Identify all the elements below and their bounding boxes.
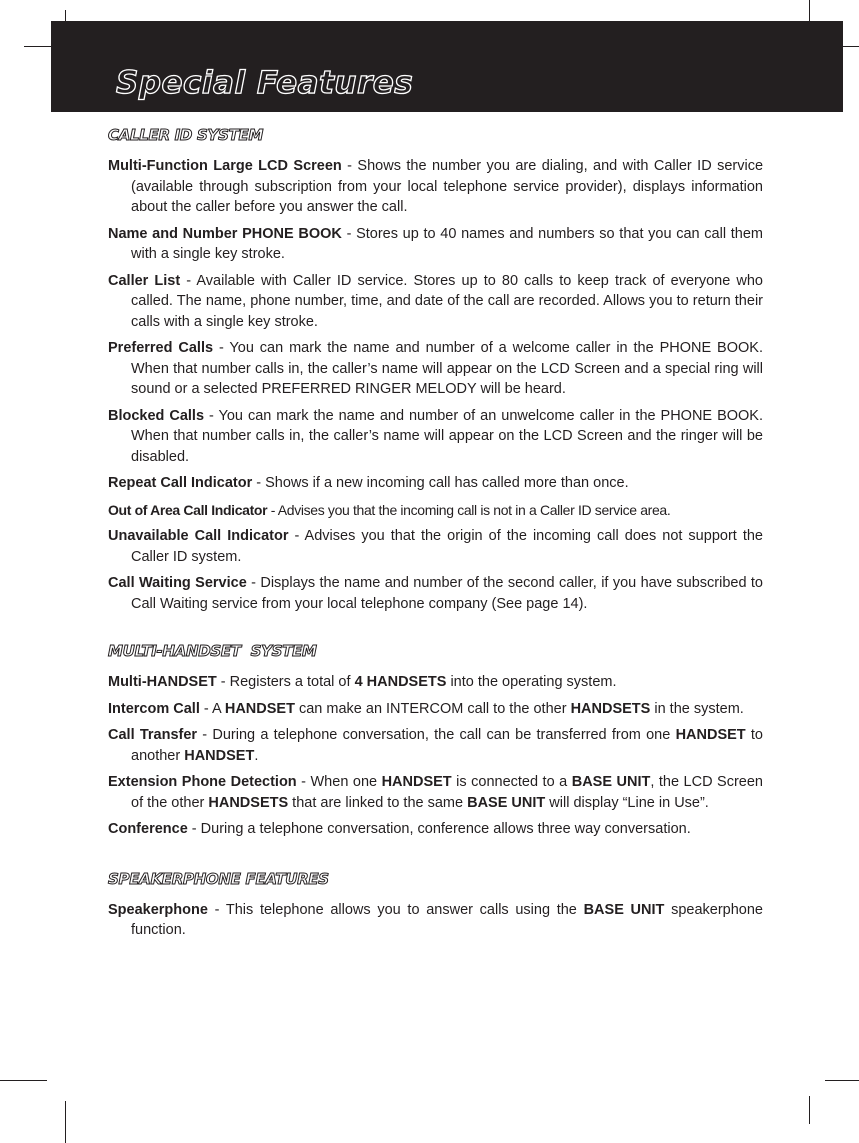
feature-term: Extension Phone Detection — [108, 774, 297, 790]
feature-desc: - When one — [296, 774, 382, 790]
feature-emphasis: BASE UNIT — [583, 901, 665, 918]
feature-item — [108, 526, 763, 567]
feature-desc: , the LCD Screen of the other — [131, 774, 763, 811]
feature-desc: will display “Line in Use”. — [545, 794, 709, 811]
page-content — [108, 124, 763, 947]
feature-term: Multi-Function Large LCD Screen — [108, 158, 342, 174]
crop-mark — [809, 0, 810, 21]
feature-term: Name and Number PHONE BOOK — [108, 225, 342, 242]
feature-term: Speakerphone — [108, 901, 208, 918]
feature-emphasis: 4 HANDSETS — [354, 674, 447, 690]
feature-desc: - Registers a total of — [216, 674, 355, 690]
feature-desc: - Shows the number you are dialing, and with Caller ID service (available through subscription from your local telephone service provider), displays information about the caller before you answer the call. — [131, 158, 764, 215]
feature-desc: - Stores up to 40 names and numbers so that you can call them with a single key stroke. — [131, 225, 763, 262]
crop-mark — [843, 46, 859, 47]
feature-term: Blocked Calls — [108, 407, 205, 424]
feature-item — [108, 473, 763, 494]
feature-item — [108, 500, 763, 521]
feature-term: Preferred Calls — [108, 340, 214, 356]
feature-item — [108, 699, 763, 720]
feature-desc: - Displays the name and number of the second caller, if you have subscribed to Call Waiting service from your local telephone company (See page 14). — [131, 575, 763, 612]
feature-desc: - Shows if a new incoming call has called more than once. — [252, 475, 629, 491]
feature-term: Repeat Call Indicator — [108, 475, 253, 491]
feature-desc: to another — [131, 727, 763, 764]
feature-desc: . — [254, 747, 259, 764]
feature-term: Out of Area Call Indicator — [108, 501, 268, 518]
feature-item — [108, 819, 763, 840]
feature-item — [108, 900, 763, 941]
feature-desc: in the system. — [650, 700, 744, 717]
feature-desc: - You can mark the name and number of a welcome caller in the PHONE BOOK. When that number calls in, the caller’s name will appear on the LCD Screen and a special ring will sound or a selected PREFERRED RINGER MELODY will be heard. — [131, 340, 763, 397]
feature-item — [108, 772, 763, 813]
feature-emphasis: BASE UNIT — [571, 774, 651, 790]
crop-mark — [65, 10, 66, 21]
feature-item — [108, 338, 763, 400]
feature-desc: that are linked to the same — [288, 794, 468, 811]
feature-term: Call Transfer — [108, 727, 198, 743]
feature-emphasis: HANDSET — [184, 747, 255, 764]
feature-emphasis: BASE UNIT — [467, 794, 546, 811]
section-title-multi-handset: MULTI-HANDSET SYSTEM — [108, 642, 317, 660]
feature-term: Call Waiting Service — [108, 575, 247, 591]
feature-desc: - Advises you that the origin of the incoming call does not support the Caller ID system. — [131, 528, 763, 565]
feature-term: Conference — [108, 821, 188, 837]
section-title-caller-id: CALLER ID SYSTEM — [108, 126, 264, 144]
feature-desc: into the operating system. — [446, 674, 617, 690]
feature-item — [108, 725, 763, 766]
feature-desc: - You can mark the name and number of an unwelcome caller in the PHONE BOOK. When that number calls in, the caller’s name will appear on the LCD Screen and the ringer will be disabled. — [131, 407, 763, 465]
feature-item — [108, 406, 763, 468]
feature-emphasis: HANDSET — [381, 774, 452, 790]
section-title-speakerphone: SPEAKERPHONE FEATURES — [108, 869, 329, 888]
feature-emphasis: HANDSET — [675, 727, 746, 743]
crop-mark — [24, 46, 51, 47]
feature-desc: speakerphone function. — [131, 901, 763, 938]
feature-desc: is connected to a — [451, 774, 572, 790]
feature-desc: - During a telephone conversation, conference allows three way conversation. — [187, 821, 691, 837]
feature-item — [108, 224, 763, 265]
crop-mark — [0, 1080, 47, 1081]
crop-mark — [809, 1096, 810, 1124]
feature-item — [108, 156, 763, 218]
feature-term: Caller List — [108, 272, 181, 289]
feature-desc: - A — [199, 700, 225, 717]
feature-desc: - During a telephone conversation, the call can be transferred from one — [197, 727, 676, 743]
feature-term: Unavailable Call Indicator — [108, 528, 289, 544]
feature-emphasis: HANDSETS — [570, 700, 651, 717]
section-gap — [108, 846, 763, 868]
feature-emphasis: HANDSET — [224, 700, 295, 717]
feature-desc: - Advises you that the incoming call is not in a Caller ID service area. — [267, 501, 671, 518]
feature-desc: - This telephone allows you to answer calls using the — [207, 901, 584, 918]
feature-desc: - Available with Caller ID service. Stores up to 80 calls to keep track of everyone who called. The name, phone number, time, and date of the call are recorded. Allows you to return their calls with a single key stroke. — [131, 272, 763, 330]
section-gap — [108, 620, 763, 640]
feature-desc: can make an INTERCOM call to the other — [294, 700, 571, 717]
feature-term: Multi-HANDSET — [108, 674, 217, 690]
crop-mark — [65, 1101, 66, 1143]
feature-item — [108, 672, 763, 693]
feature-emphasis: HANDSETS — [208, 794, 289, 811]
feature-item — [108, 573, 763, 614]
crop-mark — [825, 1080, 859, 1081]
page-title: Special Features — [116, 65, 414, 101]
feature-term: Intercom Call — [108, 700, 200, 717]
feature-item — [108, 271, 763, 333]
